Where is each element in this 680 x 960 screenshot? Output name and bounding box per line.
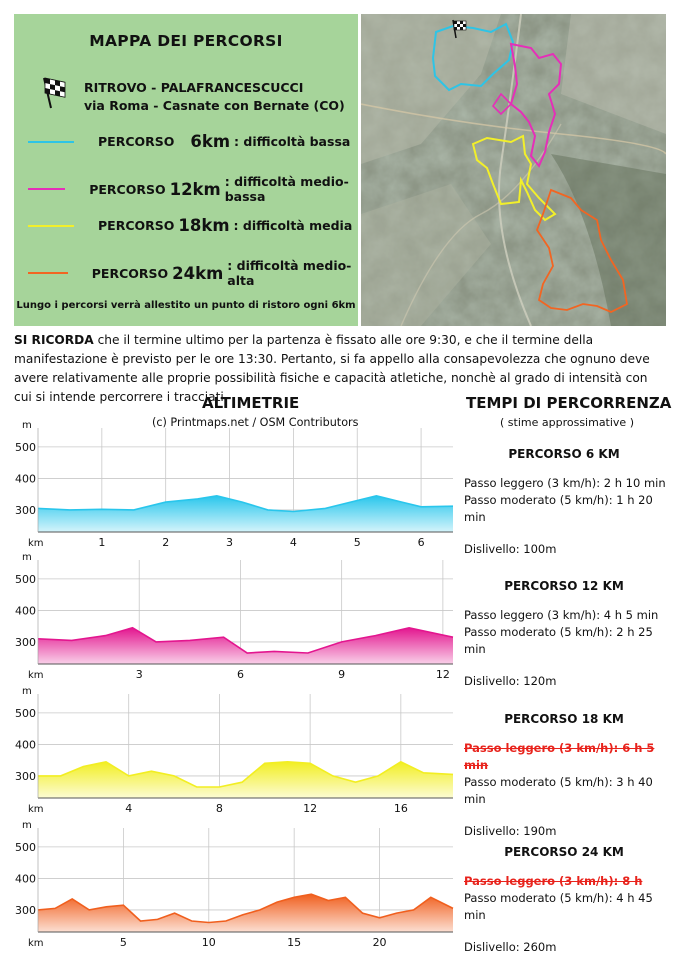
times-dislivello: Dislivello: 260m bbox=[464, 940, 557, 954]
notice-lead: SI RICORDA bbox=[14, 333, 94, 347]
altimetrie-title: ALTIMETRIE bbox=[202, 394, 300, 412]
times-leggero-struck: Passo leggero (3 km/h): 6 h 5 min bbox=[464, 741, 655, 772]
y-tick-label: 400 bbox=[15, 604, 36, 618]
y-axis-label: m bbox=[22, 420, 32, 431]
times-leggero-struck: Passo leggero (3 km/h): 8 h bbox=[464, 874, 643, 888]
x-tick-label: 5 bbox=[119, 936, 127, 949]
x-tick-label: 6 bbox=[236, 668, 244, 681]
x-tick-label: 12 bbox=[303, 802, 318, 815]
route-line-24km bbox=[28, 272, 68, 274]
tempi-title: TEMPI DI PERCORRENZA bbox=[466, 394, 672, 412]
route-line-6km bbox=[28, 141, 74, 143]
y-tick-label: 400 bbox=[15, 872, 36, 886]
x-tick-label: 8 bbox=[215, 802, 223, 815]
notice-body: che il termine ultimo per la partenza è fissato alle ore 9:30, e che il termine della manifestazione è previsto per le ore 13:30. Pertanto, si fa appello alla consapevolezza che ognuno deve avere relativamente alle proprie possibilità fisiche e capacità atletiche, nonchè al grado di intensità con cui si intende percorrere i tracciati. bbox=[14, 333, 650, 404]
times-leggero: Passo leggero (3 km/h): 2 h 10 min bbox=[464, 476, 666, 490]
times-header: PERCORSO 18 KM bbox=[504, 712, 624, 726]
map-image bbox=[361, 14, 666, 326]
y-tick-label: 500 bbox=[15, 572, 36, 586]
x-axis-label: km bbox=[28, 938, 44, 949]
y-tick-label: 500 bbox=[15, 840, 36, 854]
y-tick-label: 300 bbox=[15, 503, 36, 517]
altimetrie-credit: (c) Printmaps.net / OSM Contributors bbox=[152, 416, 359, 429]
times-header: PERCORSO 12 KM bbox=[504, 579, 624, 593]
route-line-12km bbox=[28, 188, 65, 190]
x-tick-label: 3 bbox=[135, 668, 143, 681]
x-tick-label: 1 bbox=[98, 536, 106, 549]
route-prefix: PERCORSO bbox=[98, 218, 175, 233]
route-prefix: PERCORSO bbox=[98, 134, 175, 149]
times-dislivello: Dislivello: 190m bbox=[464, 824, 557, 838]
elevation-area bbox=[38, 628, 453, 664]
y-tick-label: 500 bbox=[15, 706, 36, 720]
meeting-line-1: RITROVO - PALAFRANCESCUCCI bbox=[84, 80, 304, 95]
legend-route-24km bbox=[28, 258, 358, 288]
times-header: PERCORSO 24 KM bbox=[504, 845, 624, 859]
meeting-line-2: via Roma - Casnate con Bernate (CO) bbox=[84, 98, 345, 113]
elevation-chart-24km bbox=[14, 818, 456, 950]
x-tick-label: 4 bbox=[125, 802, 133, 815]
x-tick-label: 3 bbox=[226, 536, 234, 549]
route-suffix: : difficoltà media bbox=[233, 218, 353, 233]
x-tick-label: 12 bbox=[435, 668, 450, 681]
x-tick-label: 4 bbox=[289, 536, 297, 549]
x-axis-label: km bbox=[28, 538, 44, 549]
x-tick-label: 16 bbox=[393, 802, 408, 815]
route-km: 24km bbox=[172, 263, 224, 283]
y-tick-label: 400 bbox=[15, 738, 36, 752]
y-tick-label: 300 bbox=[15, 769, 36, 783]
elevation-chart-18km bbox=[14, 684, 456, 816]
x-tick-label: 9 bbox=[338, 668, 346, 681]
x-tick-label: 5 bbox=[353, 536, 361, 549]
elevation-chart-12km bbox=[14, 550, 456, 682]
route-suffix: : difficoltà bassa bbox=[234, 134, 351, 149]
elevation-area bbox=[38, 894, 453, 932]
x-axis-label: km bbox=[28, 804, 44, 815]
legend-route-6km bbox=[28, 132, 350, 151]
legend-route-18km bbox=[28, 216, 352, 235]
y-axis-label: m bbox=[22, 552, 32, 563]
legend-title: MAPPA DEI PERCORSI bbox=[89, 32, 283, 50]
legend-note: Lungo i percorsi verrà allestito un punto di ristoro ogni 6km bbox=[16, 300, 356, 311]
times-dislivello: Dislivello: 120m bbox=[464, 674, 557, 688]
route-map bbox=[361, 14, 666, 326]
times-moderato: Passo moderato (5 km/h): 3 h 40 min bbox=[464, 775, 653, 806]
route-km: 18km bbox=[178, 216, 230, 235]
y-axis-label: m bbox=[22, 820, 32, 831]
route-prefix: PERCORSO bbox=[89, 181, 166, 197]
x-axis-label: km bbox=[28, 670, 44, 681]
times-moderato: Passo moderato (5 km/h): 2 h 25 min bbox=[464, 625, 653, 656]
route-km: 6km bbox=[190, 132, 231, 151]
route-km: 12km bbox=[169, 179, 221, 199]
times-leggero: Passo leggero (3 km/h): 4 h 5 min bbox=[464, 608, 659, 622]
legend-route-12km bbox=[28, 174, 358, 204]
elevation-area bbox=[38, 496, 453, 532]
tempi-subtitle: ( stime approssimative ) bbox=[500, 416, 634, 429]
y-tick-label: 300 bbox=[15, 903, 36, 917]
times-6km bbox=[464, 446, 674, 558]
y-tick-label: 400 bbox=[15, 472, 36, 486]
times-dislivello: Dislivello: 100m bbox=[464, 542, 557, 556]
x-tick-label: 2 bbox=[162, 536, 170, 549]
x-tick-label: 10 bbox=[201, 936, 216, 949]
y-tick-label: 500 bbox=[15, 440, 36, 454]
times-header: PERCORSO 6 KM bbox=[508, 447, 620, 461]
times-moderato: Passo moderato (5 km/h): 1 h 20 min bbox=[464, 493, 653, 524]
elevation-chart-6km bbox=[14, 418, 456, 550]
route-suffix: : difficoltà medio-alta bbox=[227, 258, 352, 288]
times-18km bbox=[464, 711, 674, 840]
x-tick-label: 6 bbox=[417, 536, 425, 549]
y-tick-label: 300 bbox=[15, 635, 36, 649]
y-axis-label: m bbox=[22, 686, 32, 697]
x-tick-label: 15 bbox=[287, 936, 302, 949]
times-12km bbox=[464, 578, 674, 690]
x-tick-label: 20 bbox=[372, 936, 387, 949]
checkered-flag-icon bbox=[40, 74, 68, 110]
route-prefix: PERCORSO bbox=[91, 265, 169, 281]
meeting-point bbox=[84, 79, 345, 115]
legend-panel bbox=[14, 14, 358, 326]
times-moderato: Passo moderato (5 km/h): 4 h 45 min bbox=[464, 891, 653, 922]
times-24km bbox=[464, 844, 674, 956]
route-suffix: : difficoltà medio-bassa bbox=[224, 174, 349, 204]
route-line-18km bbox=[28, 225, 74, 227]
